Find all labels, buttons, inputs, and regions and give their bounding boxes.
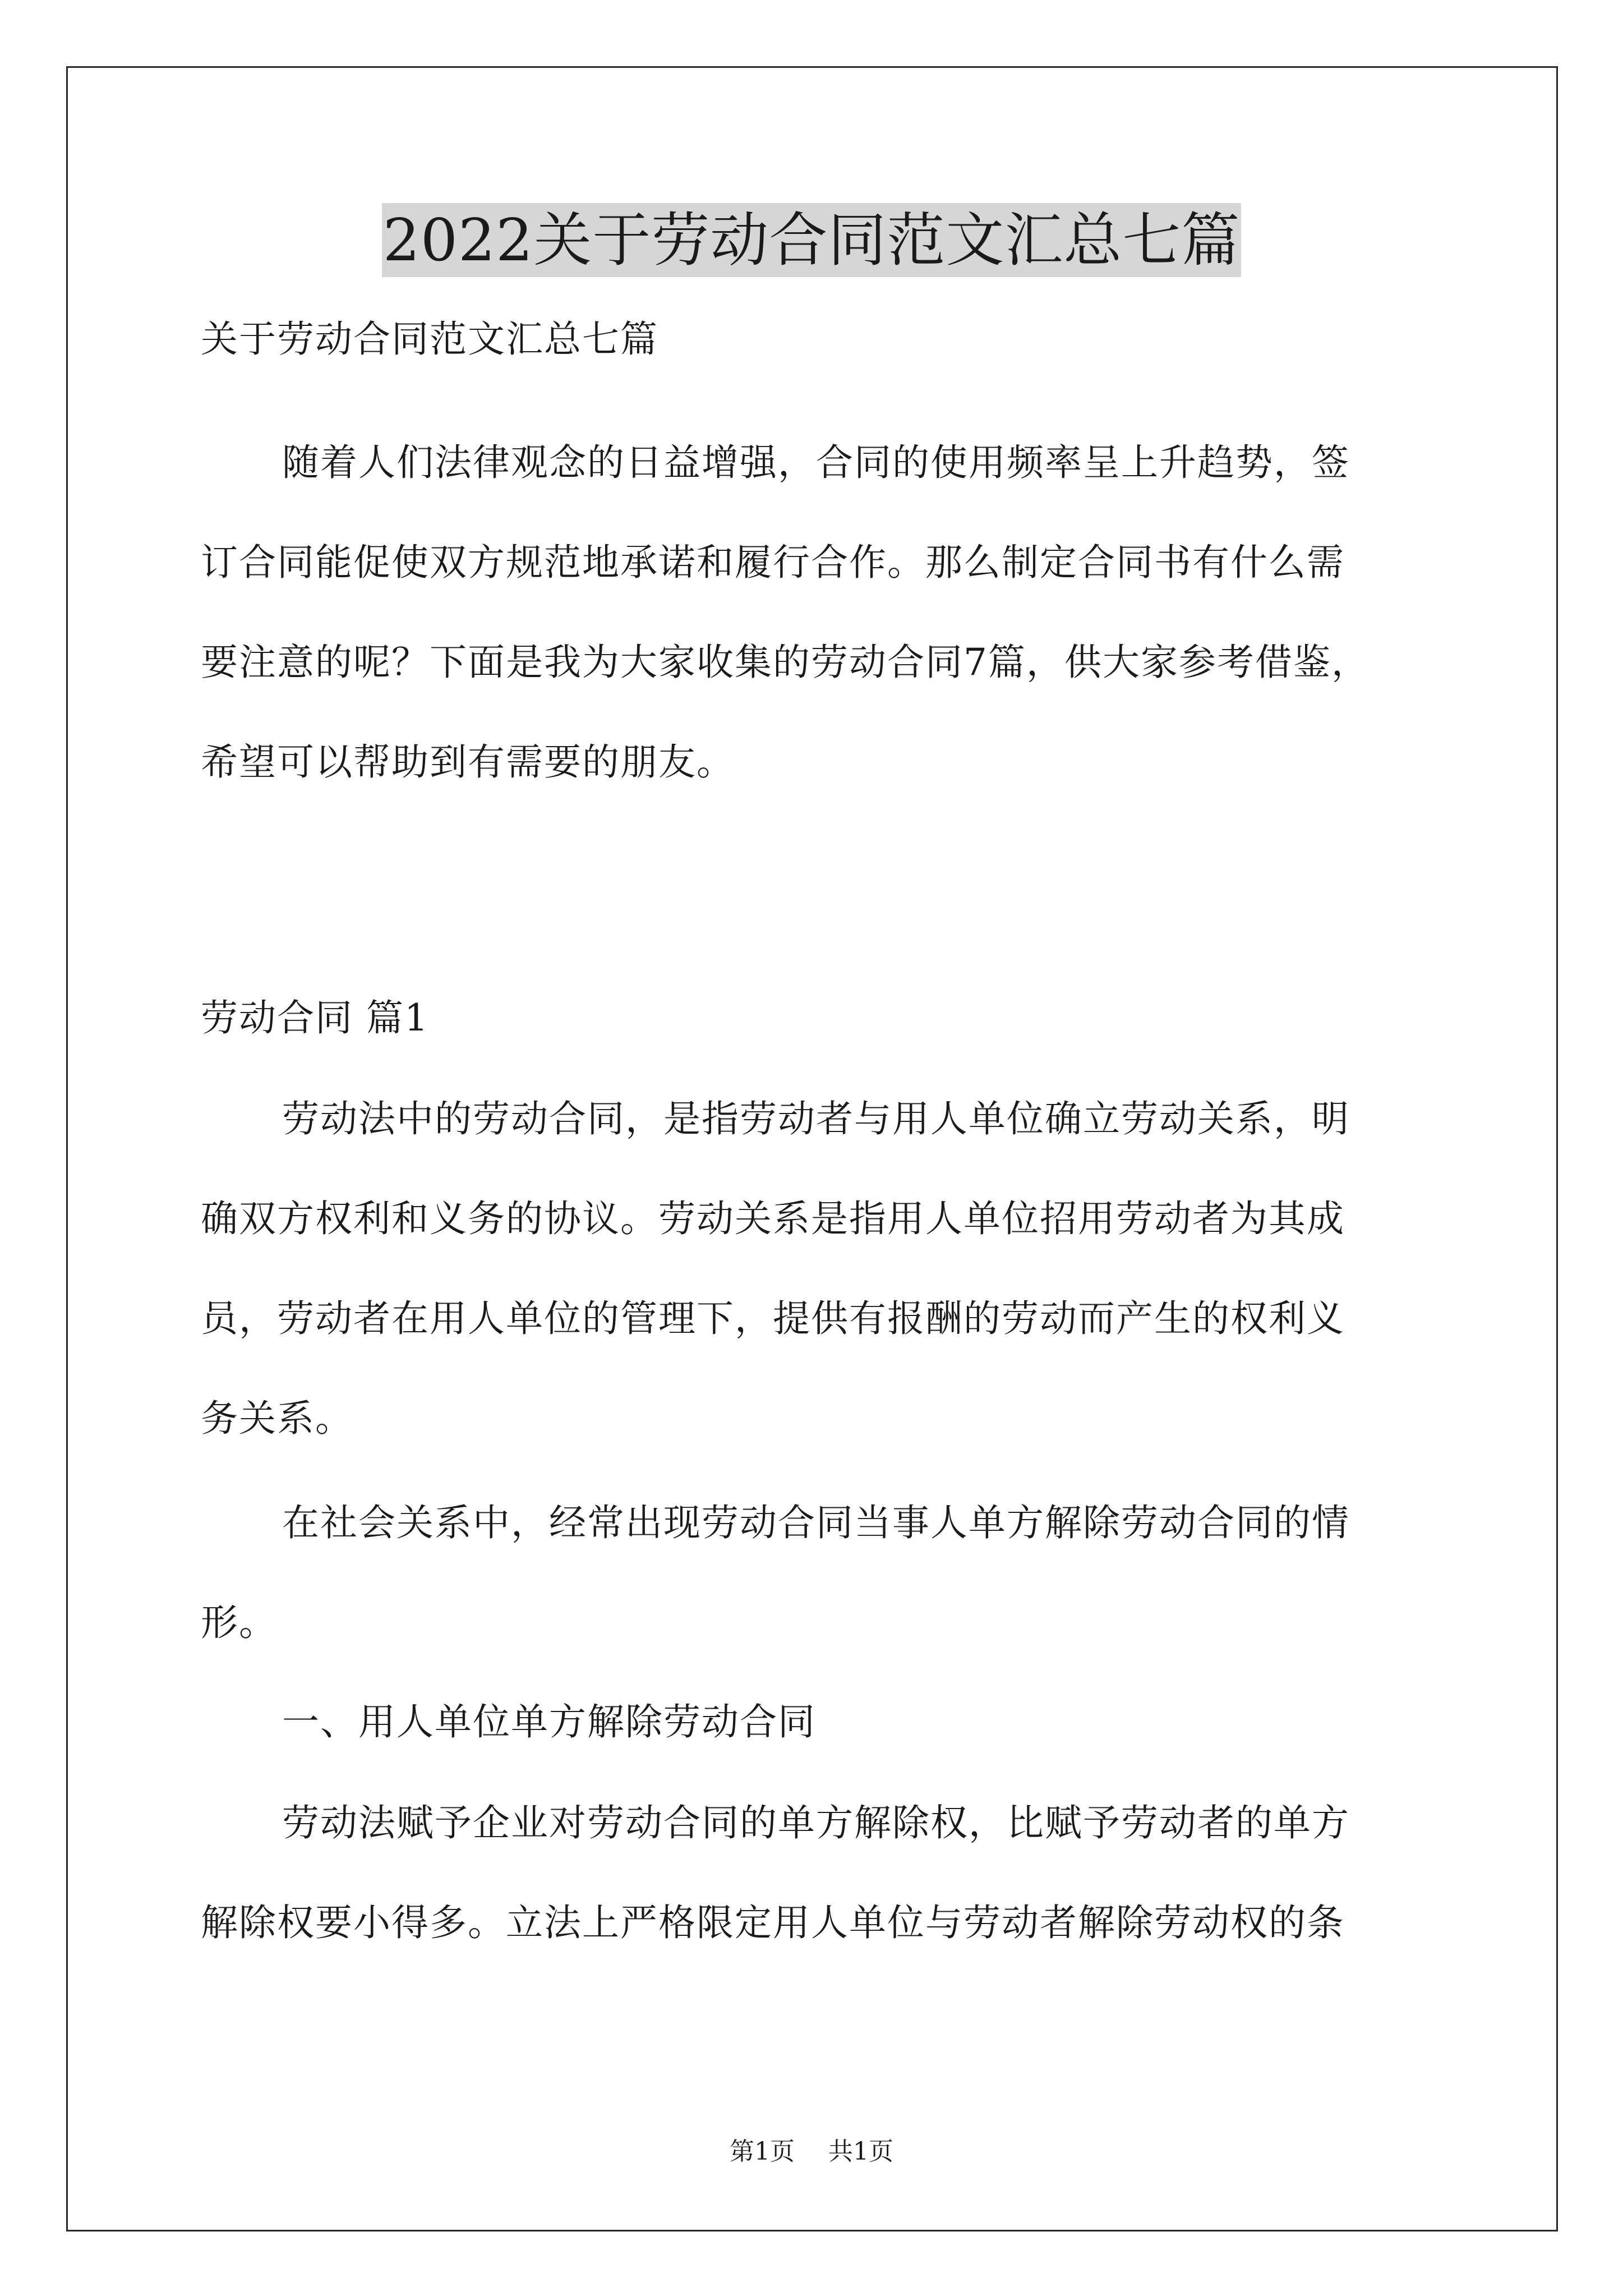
page-total: 共1页: [828, 2137, 893, 2166]
paragraph-line: 劳动法赋予企业对劳动合同的单方解除权，比赋予劳动者的单方: [282, 1801, 1350, 1844]
paragraph-line: 解除权要小得多。立法上严格限定用人单位与劳动者解除劳动权的条: [201, 1901, 1345, 1944]
document-title: 2022关于劳动合同范文汇总七篇: [382, 203, 1242, 277]
intro-paragraph: [201, 438, 1468, 788]
paragraph-line: 形。: [201, 1601, 277, 1644]
paragraph-2: [201, 1498, 1468, 1648]
paragraph-1: [201, 1094, 1468, 1444]
title-block: [0, 203, 1623, 277]
subtitle-text: 关于劳动合同范文汇总七篇: [201, 318, 658, 361]
paragraph-line: 要注意的呢？下面是我为大家收集的劳动合同7篇，供大家参考借鉴，: [201, 641, 1370, 684]
paragraph-line: 确双方权利和义务的协议。劳动关系是指用人单位招用劳动者为其成: [201, 1197, 1345, 1240]
section-heading: [201, 993, 1468, 1043]
page-footer: [0, 2136, 1623, 2168]
document-subtitle: [201, 314, 1468, 365]
subheading: [201, 1697, 1468, 1747]
subheading-text: 一、用人单位单方解除劳动合同: [282, 1700, 816, 1743]
paragraph-3: [201, 1798, 1468, 1948]
paragraph-line: 员，劳动者在用人单位的管理下，提供有报酬的劳动而产生的权利义: [201, 1297, 1345, 1340]
page-number: 第1页: [730, 2137, 795, 2166]
paragraph-line: 订合同能促使双方规范地承诺和履行合作。那么制定合同书有什么需: [201, 541, 1345, 584]
paragraph-line: 希望可以帮助到有需要的朋友。: [201, 740, 735, 784]
paragraph-line: 随着人们法律观念的日益增强，合同的使用频率呈上升趋势，签: [282, 441, 1350, 484]
paragraph-line: 务关系。: [201, 1397, 353, 1440]
section-heading-text: 劳动合同 篇1: [201, 996, 429, 1039]
paragraph-line: 在社会关系中，经常出现劳动合同当事人单方解除劳动合同的情: [282, 1501, 1350, 1544]
paragraph-line: 劳动法中的劳动合同，是指劳动者与用人单位确立劳动关系，明: [282, 1097, 1350, 1140]
